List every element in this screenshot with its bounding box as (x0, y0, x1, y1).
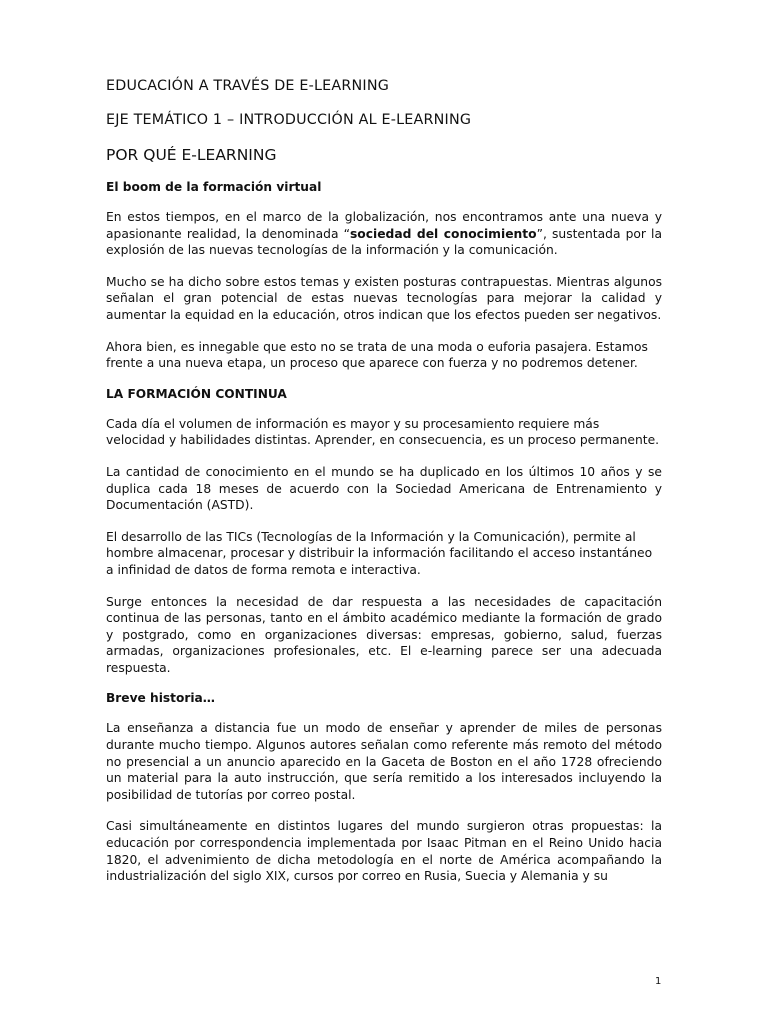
paragraph-1-end: ”, sustentada por la explosión de las nuevas tecnologías de la información y la comunicación. (106, 226, 662, 258)
paragraph-1-start: En estos tiempos, en el marco de la globalización, nos encontramos ante una nueva y apasionante realidad, la denominada “ (106, 210, 662, 241)
paragraph-1 (106, 209, 662, 259)
document-body (106, 78, 662, 900)
page-number: 1 (655, 976, 662, 987)
paragraph-3: Ahora bien, es innegable que esto no se trata de una moda o euforia pasajera. Estamos frente a una nueva etapa, un proceso que aparece con fuerza y no podremos detener. (106, 339, 648, 371)
document-title: EDUCACIÓN A TRAVÉS DE E-LEARNING (106, 78, 389, 94)
paragraph-2: Mucho se ha dicho sobre estos temas y existen posturas contrapuestas. Mientras algunos señalan el gran potencial de estas nuevas tecnologías para mejorar la calidad y aumentar la equidad en la educación, otros indican que los efectos pueden ser negativos. (106, 274, 662, 322)
section-title: POR QUÉ E-LEARNING (106, 146, 277, 164)
heading-boom: El boom de la formación virtual (106, 180, 322, 194)
paragraph-5: La cantidad de conocimiento en el mundo se ha duplicado en los últimos 10 años y se duplica cada 18 meses de acuerdo con la Sociedad Americana de Entrenamiento y Documentación (ASTD). (106, 464, 662, 513)
paragraph-8: La enseñanza a distancia fue un modo de enseñar y aprender de miles de personas durante mucho tiempo. Algunos autores señalan como referente más remoto del método no presencial a un anuncio aparecido en la Gaceta de Boston en el año 1728 ofreciendo un material para la auto instrucción, que sería remitido a los interesados incluyendo la posibilidad de tutorías por correo postal. (106, 721, 662, 802)
paragraph-9: Casi simultáneamente en distintos lugares del mundo surgieron otras propuestas: la educación por correspondencia implementada por Isaac Pitman en el Reino Unido hacia 1820, el advenimiento de dicha metodología en el norte de América acompañando la industrialización del siglo XIX, cursos por correo en Rusia, Suecia y Alemania y su (106, 819, 662, 884)
heading-breve-historia: Breve historia… (106, 691, 215, 706)
heading-formacion-continua: LA FORMACIÓN CONTINUA (106, 386, 287, 401)
paragraph-7: Surge entonces la necesidad de dar respuesta a las necesidades de capacitación continua de las personas, tanto en el ámbito académico mediante la formación de grado y postgrado, como en organizaciones diversas: empresas, gobierno, salud, fuerzas armadas, organizaciones profesionales, etc. El e-learning parece ser una adecuada respuesta. (106, 594, 662, 675)
thematic-axis-title: EJE TEMÁTICO 1 – INTRODUCCIÓN AL E-LEARNING (106, 112, 472, 128)
paragraph-4: Cada día el volumen de información es mayor y su procesamiento requiere más velocidad y habilidades distintas. Aprender, en consecuencia, es un proceso permanente. (106, 416, 660, 448)
bold-term: sociedad del conocimiento (349, 226, 537, 241)
paragraph-6: El desarrollo de las TICs (Tecnologías de la Información y la Comunicación), permite al hombre almacenar, procesar y distribuir la información facilitando el acceso instantáneo a infinidad de datos de forma remota e interactiva. (106, 529, 653, 577)
